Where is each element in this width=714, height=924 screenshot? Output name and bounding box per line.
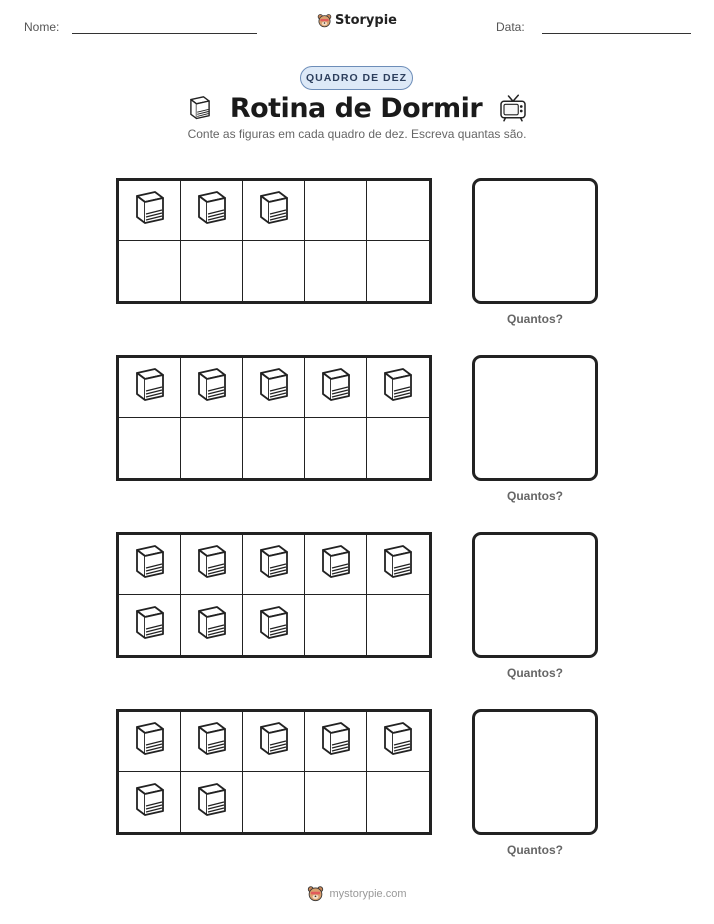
ten-frame-cell [119,241,181,301]
ten-frame-cell [367,358,429,418]
book-icon [378,719,418,764]
book-icon [254,365,294,410]
bear-mascot-icon [317,13,332,28]
book-icon [254,188,294,233]
ten-frame-cell [243,535,305,595]
ten-frame-cell [305,535,367,595]
answer-label: Quantos? [507,843,563,857]
ten-frame-cell [305,181,367,241]
date-line[interactable] [542,33,691,34]
ten-frame-cell [119,181,181,241]
ten-frame [116,178,432,304]
book-icon [130,719,170,764]
book-icon [192,780,232,825]
ten-frame [116,709,432,835]
book-icon [130,365,170,410]
ten-frame-cell [181,535,243,595]
book-icon [130,780,170,825]
answer-box[interactable] [472,532,598,658]
book-icon [186,94,214,122]
ten-frame-cell [181,418,243,478]
answer-box[interactable] [472,355,598,481]
ten-frame [116,532,432,658]
book-icon [130,188,170,233]
ten-frame-cell [119,595,181,655]
instructions: Conte as figuras em cada quadro de dez. Escreva quantas são. [187,127,527,141]
book-icon [254,603,294,648]
ten-frame-cell [243,772,305,832]
ten-frame-cell [243,418,305,478]
book-icon [254,542,294,587]
ten-frame-cell [181,712,243,772]
ten-frame-cell [367,772,429,832]
ten-frame-cell [305,418,367,478]
ten-frame [116,355,432,481]
ten-frame-cell [181,358,243,418]
book-icon [316,365,356,410]
ten-frame-cell [367,712,429,772]
ten-frame-cell [243,358,305,418]
tv-icon [498,93,528,123]
page-title: Rotina de Dormir [229,92,483,124]
ten-frame-cell [243,595,305,655]
ten-frame-cell [305,712,367,772]
book-icon [316,542,356,587]
ten-frame-cell [243,241,305,301]
ten-frame-cell [181,772,243,832]
ten-frame-cell [119,418,181,478]
ten-frame-cell [119,358,181,418]
ten-frame-cell [119,535,181,595]
ten-frame-cell [305,595,367,655]
ten-frame-cell [119,772,181,832]
ten-frame-cell [181,595,243,655]
title-row [0,88,714,128]
brand-name: Storypie [335,13,397,28]
ten-frame-cell [367,418,429,478]
answer-box[interactable] [472,709,598,835]
book-icon [130,603,170,648]
ten-frame-cell [243,712,305,772]
bear-mascot-icon [307,885,324,902]
book-icon [254,719,294,764]
name-line[interactable] [72,33,257,34]
book-icon [192,188,232,233]
book-icon [378,542,418,587]
book-icon [130,542,170,587]
ten-frame-cell [305,772,367,832]
ten-frame-cell [367,595,429,655]
book-icon [192,719,232,764]
answer-label: Quantos? [507,489,563,503]
ten-frame-cell [243,181,305,241]
answer-box[interactable] [472,178,598,304]
ten-frame-cell [119,712,181,772]
ten-frame-cell [181,241,243,301]
worksheet-type-badge: QUADRO DE DEZ [300,66,413,90]
brand-logo [0,13,714,28]
ten-frame-cell [367,535,429,595]
book-icon [316,719,356,764]
answer-label: Quantos? [507,666,563,680]
book-icon [192,365,232,410]
book-icon [192,542,232,587]
book-icon [378,365,418,410]
book-icon [192,603,232,648]
ten-frame-cell [305,241,367,301]
date-label: Data: [496,20,525,34]
answer-label: Quantos? [507,312,563,326]
footer-url: mystorypie.com [329,887,407,900]
ten-frame-cell [367,241,429,301]
name-label: Nome: [24,20,60,34]
ten-frame-cell [181,181,243,241]
ten-frame-cell [367,181,429,241]
ten-frame-cell [305,358,367,418]
footer [0,885,714,902]
